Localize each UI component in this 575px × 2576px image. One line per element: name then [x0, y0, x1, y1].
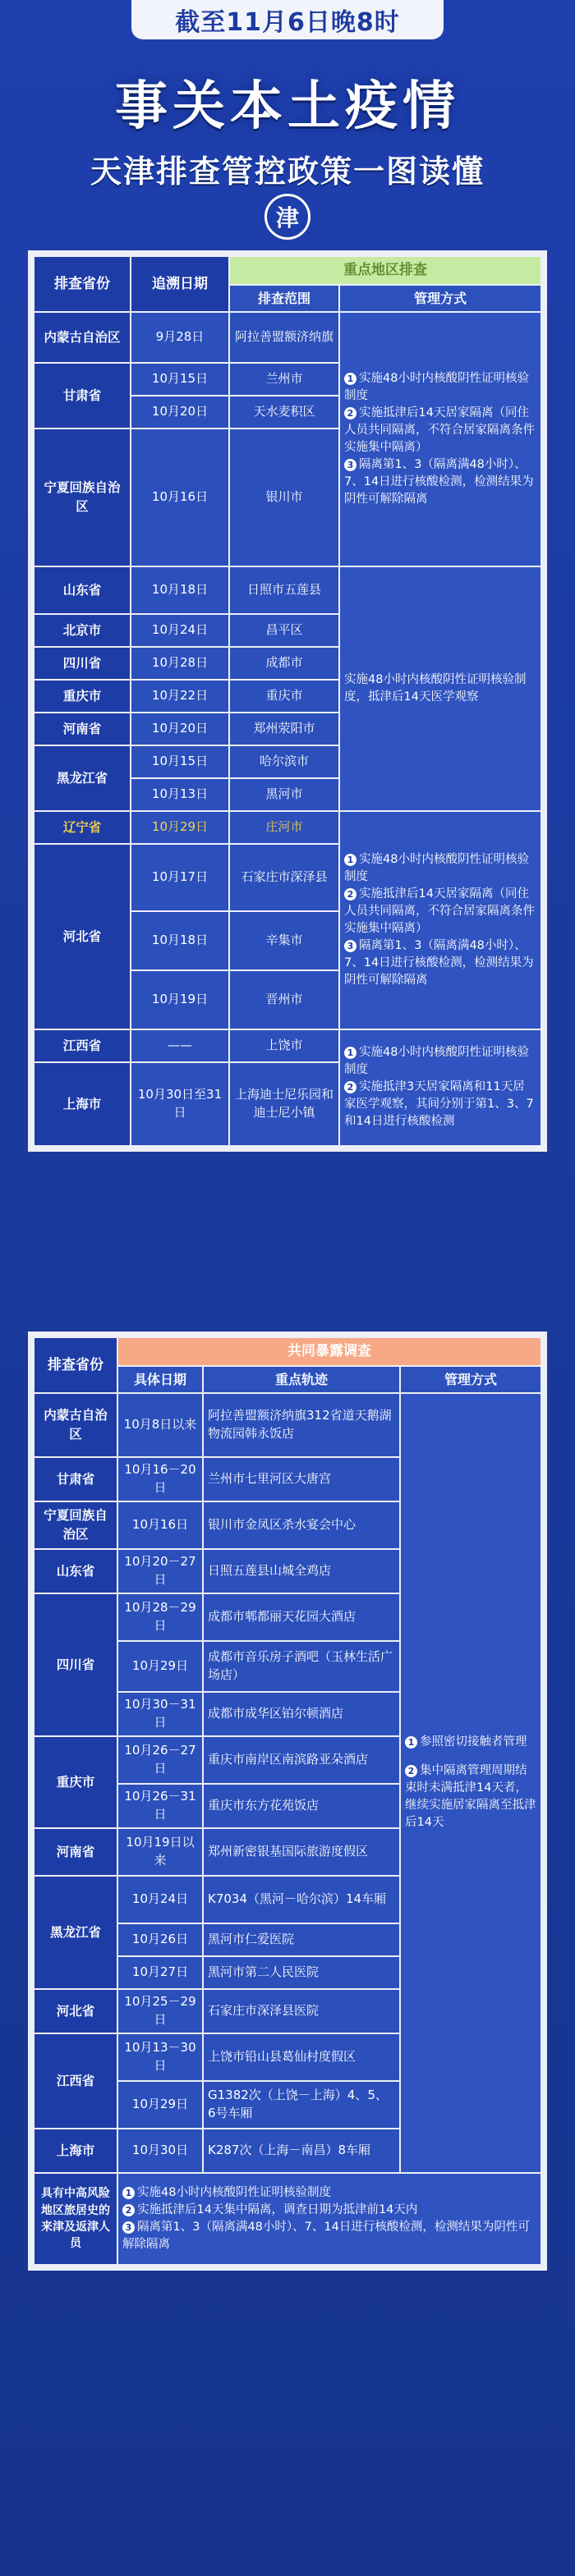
number-2-icon: 2: [122, 2204, 135, 2216]
date-cell: 10月16－20日: [118, 1458, 202, 1501]
date-cell: 10月20日: [131, 396, 228, 428]
track-cell: 阿拉善盟额济纳旗312省道天鹅湖物流园韩永饭店: [204, 1394, 399, 1456]
number-3-icon: 3: [344, 940, 356, 952]
track-cell: 银川市金凤区杀水宴会中心: [204, 1502, 399, 1548]
exposure-table-panel: [28, 1332, 547, 2271]
date-cell: ——: [131, 1030, 228, 1061]
province-cell: 河南省: [34, 1829, 117, 1875]
risk-area-label: 具有中高风险地区旅居史的来津及返津人员: [34, 2174, 117, 2264]
area-cell: 石家庄市深泽县: [230, 845, 338, 910]
province-cell: 四川省: [34, 648, 130, 679]
date-cell: 10月16日: [118, 1502, 202, 1548]
mgmt-item: [344, 1079, 536, 1130]
section-header-exposure: 共同暴露调查: [118, 1338, 540, 1365]
mgmt-text: 实施抵津后14天居家隔离（同住人员共同隔离，不符合居家隔离条件实施集中隔离）: [344, 406, 535, 454]
track-cell: 黑河市仁爱医院: [204, 1924, 399, 1955]
key-area-table-panel: [28, 250, 547, 1152]
exposure-table: [33, 1336, 542, 2266]
date-banner: 截至11月6日晚8时: [131, 0, 444, 39]
date-cell: 10月30日: [118, 2129, 202, 2172]
area-cell: 昌平区: [230, 615, 338, 646]
province-cell: 内蒙古自治区: [34, 1394, 117, 1456]
mgmt-item: [344, 937, 536, 989]
track-cell: 成都市郫都丽天花园大酒店: [204, 1594, 399, 1640]
mgmt-text: 参照密切接触者管理: [420, 1735, 527, 1749]
area-cell: 兰州市: [230, 364, 338, 395]
mgmt-cell-b: 实施48小时内核酸阴性证明核验制度，抵津后14天医学观察: [340, 567, 540, 810]
track-cell: 郑州新密银基国际旅游度假区: [204, 1829, 399, 1875]
track-cell: G1382次（上饶－上海）4、5、6号车厢: [204, 2082, 399, 2128]
track-cell: K7034（黑河－哈尔滨）14车厢: [204, 1877, 399, 1923]
number-1-icon: 1: [344, 1047, 356, 1059]
area-cell-highlight: 庄河市: [230, 812, 338, 843]
mgmt-text: 隔离第1、3（隔离满48小时）、7、14日进行核酸检测，检测结果为阴性可解除隔离: [344, 457, 534, 506]
date-cell: 10月30－31日: [118, 1693, 202, 1735]
date-cell: 10月15日: [131, 364, 228, 395]
date-cell: 10月28日: [131, 648, 228, 679]
track-cell: 黑河市第二人民医院: [204, 1957, 399, 1988]
date-cell: 10月24日: [131, 615, 228, 646]
date-cell: 10月28－29日: [118, 1594, 202, 1640]
date-cell: 10月18日: [131, 567, 228, 613]
mgmt-item: [405, 1762, 536, 1831]
mgmt-item: [122, 2219, 536, 2253]
province-cell: 江西省: [34, 1030, 130, 1061]
date-cell: 10月17日: [131, 845, 228, 910]
area-cell: 上饶市: [230, 1030, 338, 1061]
date-cell: 10月8日以来: [118, 1394, 202, 1456]
col-area-header: 排查范围: [230, 286, 338, 311]
province-cell: 上海市: [34, 1063, 130, 1145]
mgmt-item: [344, 456, 536, 508]
number-3-icon: 3: [122, 2221, 135, 2234]
province-cell: 宁夏回族自治区: [34, 429, 130, 566]
area-cell: 黑河市: [230, 779, 338, 810]
mgmt-item: [122, 2184, 536, 2202]
mgmt-text: 实施48小时内核酸阴性证明核验制度: [344, 371, 529, 402]
page-title: 事关本土疫情: [115, 76, 460, 137]
mgmt-cell-exposure: [401, 1394, 540, 2172]
mgmt-text: 实施48小时内核酸阴性证明核验制度: [344, 852, 529, 883]
mgmt-item: [344, 851, 536, 886]
mgmt-cell-a: [340, 313, 540, 566]
track-cell: 重庆市南岸区南滨路亚朵酒店: [204, 1737, 399, 1783]
province-cell: 内蒙古自治区: [34, 313, 130, 362]
number-1-icon: 1: [344, 373, 356, 385]
date-cell: 10月16日: [131, 429, 228, 566]
date-cell: 10月19日以来: [118, 1829, 202, 1875]
mgmt-text: 隔离第1、3（隔离满48小时）、7、14日进行核酸检测，检测结果为阴性可解除隔离: [344, 938, 534, 987]
number-1-icon: 1: [344, 854, 356, 866]
area-cell: 阿拉善盟额济纳旗: [230, 313, 338, 362]
area-cell: 郑州荥阳市: [230, 713, 338, 745]
mgmt-text: 实施抵津后14天居家隔离（同住人员共同隔离，不符合居家隔离条件实施集中隔离）: [344, 887, 535, 935]
col-province-header: 排查省份: [34, 1338, 117, 1392]
province-cell: 四川省: [34, 1594, 117, 1735]
date-cell: 10月15日: [131, 746, 228, 777]
province-cell: 重庆市: [34, 681, 130, 712]
date-cell: 10月20日: [131, 713, 228, 745]
mgmt-cell-c: [340, 812, 540, 1029]
col-mgmt-header: 管理方式: [340, 286, 540, 311]
number-1-icon: 1: [405, 1736, 417, 1749]
track-cell: 上饶市铅山县葛仙村度假区: [204, 2034, 399, 2080]
col-date-header: 具体日期: [118, 1367, 202, 1392]
province-cell: 山东省: [34, 1550, 117, 1593]
number-2-icon: 2: [344, 1081, 356, 1093]
province-cell: 宁夏回族自治区: [34, 1502, 117, 1548]
area-cell: 哈尔滨市: [230, 746, 338, 777]
date-cell-highlight: 10月29日: [131, 812, 228, 843]
area-cell: 上海迪士尼乐园和迪士尼小镇: [230, 1063, 338, 1145]
number-1-icon: 1: [122, 2187, 135, 2199]
province-cell: 甘肃省: [34, 364, 130, 428]
col-date-header: 追溯日期: [131, 257, 228, 311]
province-cell: 山东省: [34, 567, 130, 613]
col-track-header: 重点轨迹: [204, 1367, 399, 1392]
track-cell: K287次（上海－南昌）8车厢: [204, 2129, 399, 2172]
province-cell: 重庆市: [34, 1737, 117, 1827]
mgmt-text: 实施48小时内核酸阴性证明核验制度: [137, 2185, 331, 2199]
section-title: 重点地区排查: [343, 262, 427, 278]
area-cell: 辛集市: [230, 912, 338, 969]
track-cell: 重庆市东方花苑饭店: [204, 1785, 399, 1827]
mgmt-item: [344, 405, 536, 456]
mgmt-item: [344, 1044, 536, 1079]
track-cell: 石家庄市深泽县医院: [204, 1990, 399, 2033]
track-cell: 成都市成华区铂尔顿酒店: [204, 1693, 399, 1735]
mgmt-item: [344, 370, 536, 405]
date-cell: 9月28日: [131, 313, 228, 362]
mgmt-item: [344, 886, 536, 937]
province-cell: 北京市: [34, 615, 130, 646]
date-cell: 10月29日: [118, 1642, 202, 1691]
mgmt-text: 实施48小时内核酸阴性证明核验制度: [344, 1046, 529, 1077]
province-cell: 甘肃省: [34, 1458, 117, 1501]
date-cell: 10月13－30日: [118, 2034, 202, 2080]
mgmt-text: 集中隔离管理周期结束时未满抵津14天者，继续实施居家隔离至抵津后14天: [405, 1764, 536, 1830]
province-cell: 河北省: [34, 1990, 117, 2033]
mgmt-item: [405, 1734, 536, 1751]
province-cell: 黑龙江省: [34, 1877, 117, 1988]
track-cell: 日照五莲县山城全鸡店: [204, 1550, 399, 1593]
date-cell: 10月26日: [118, 1924, 202, 1955]
risk-area-mgmt: [118, 2174, 540, 2264]
date-cell: 10月27日: [118, 1957, 202, 1988]
mgmt-text: 实施抵津后14天集中隔离，调查日期为抵津前14天内: [137, 2202, 418, 2216]
province-cell: 上海市: [34, 2129, 117, 2172]
track-cell: 兰州市七里河区大唐宫: [204, 1458, 399, 1501]
tianjin-logo-icon: [264, 194, 310, 240]
number-3-icon: 3: [344, 459, 356, 471]
col-mgmt-header: 管理方式: [401, 1367, 540, 1392]
area-cell: 天水麦积区: [230, 396, 338, 428]
logo-char: 津: [275, 204, 299, 231]
province-cell: 黑龙江省: [34, 746, 130, 810]
date-cell: 10月30日至31日: [131, 1063, 228, 1145]
track-cell: 成都市音乐房子酒吧（玉林生活广场店）: [204, 1642, 399, 1691]
province-cell: 河南省: [34, 713, 130, 745]
area-cell: 晋州市: [230, 971, 338, 1029]
date-cell: 10月19日: [131, 971, 228, 1029]
number-2-icon: 2: [344, 888, 356, 901]
province-cell: 江西省: [34, 2034, 117, 2128]
key-area-table: [33, 255, 542, 1147]
date-cell: 10月26－31日: [118, 1785, 202, 1827]
date-cell: 10月25－29日: [118, 1990, 202, 2033]
number-2-icon: 2: [344, 407, 356, 419]
date-cell: 10月26－27日: [118, 1737, 202, 1783]
date-cell: 10月29日: [118, 2082, 202, 2128]
date-cell: 10月18日: [131, 912, 228, 969]
province-cell-highlight: 辽宁省: [34, 812, 130, 843]
date-cell: 10月13日: [131, 779, 228, 810]
date-cell: 10月22日: [131, 681, 228, 712]
mgmt-text: 隔离第1、3（隔离满48小时）、7、14日进行核酸检测，检测结果为阴性可解除隔离: [122, 2220, 530, 2251]
date-cell: 10月24日: [118, 1877, 202, 1923]
area-cell: 银川市: [230, 429, 338, 566]
area-cell: 重庆市: [230, 681, 338, 712]
mgmt-text: 实施抵津3天居家隔离和11天居家医学观察，其间分别于第1、3、7和14日进行核酸检测: [344, 1080, 534, 1129]
area-cell: 成都市: [230, 648, 338, 679]
section-header-key-area: [230, 257, 540, 284]
date-cell: 10月20－27日: [118, 1550, 202, 1593]
area-cell: 日照市五莲县: [230, 567, 338, 613]
province-cell: 河北省: [34, 845, 130, 1029]
page-subtitle: 天津排查管控政策一图读懂: [90, 154, 485, 190]
col-province-header: 排查省份: [34, 257, 130, 311]
number-2-icon: 2: [405, 1765, 417, 1777]
mgmt-item: [122, 2202, 536, 2219]
mgmt-cell-d: [340, 1030, 540, 1145]
